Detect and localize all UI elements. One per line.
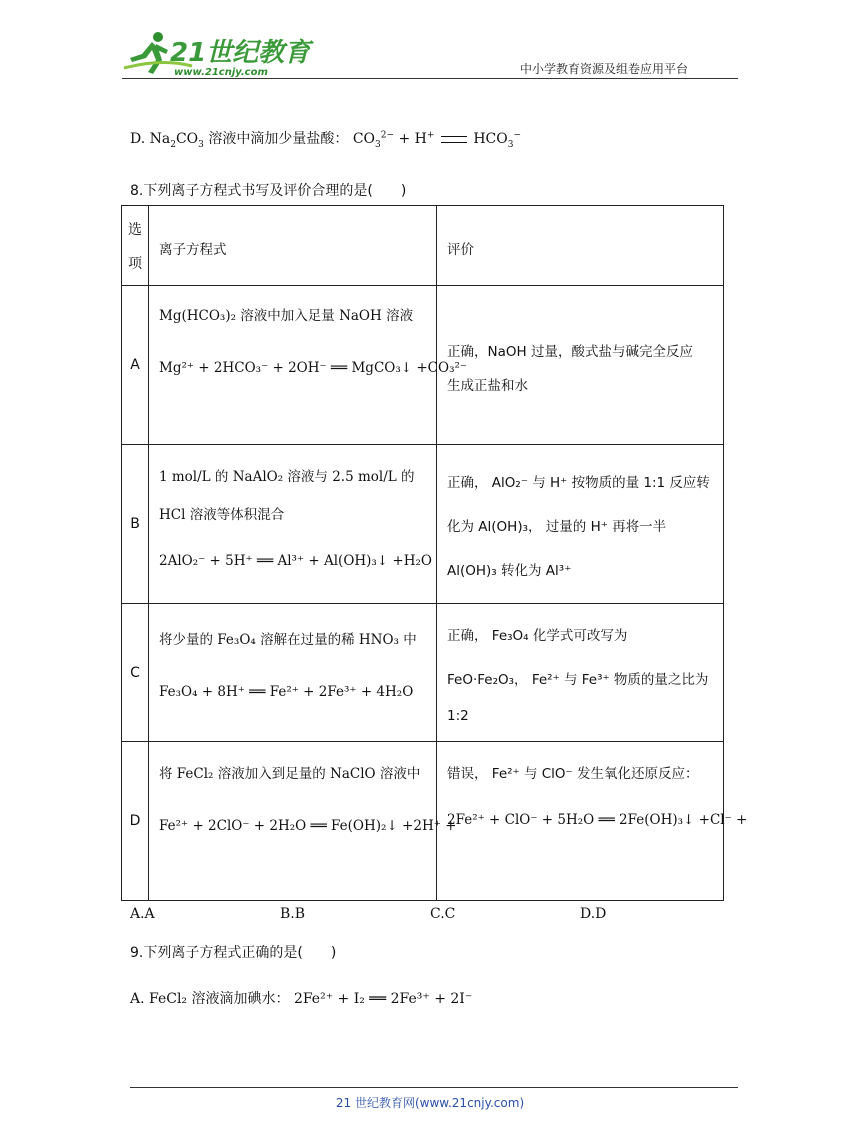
logo-url: www.21cnjy.com <box>174 67 268 78</box>
row-b-eval-3: Al(OH)₃ 转化为 Al³⁺ <box>447 563 572 579</box>
header-divider <box>122 78 738 79</box>
option-d-text: 溶液中滴加少量盐酸： <box>208 131 349 147</box>
footer-text[interactable]: 21 世纪教育网(www.21cnjy.com) <box>335 1096 525 1110</box>
question-9-option-a: A. FeCl₂ 溶液滴加碘水： 2Fe²⁺ + I₂ ══ 2Fe³⁺ + 2I⁻ <box>130 991 473 1007</box>
row-c-label: C <box>122 604 149 742</box>
option-d-prefix: D. Na <box>130 131 171 147</box>
row-c-eval-3: 1:2 <box>447 708 469 724</box>
choice-c[interactable]: C.C <box>430 906 456 922</box>
option-d-eq-left: CO <box>352 131 376 147</box>
row-b-eval-2: 化为 Al(OH)₃， 过量的 H⁺ 再将一半 <box>447 519 667 535</box>
header-evaluation: 评价 <box>447 242 474 258</box>
header-equation: 离子方程式 <box>159 242 227 258</box>
option-d-eq-right: HCO <box>473 131 508 147</box>
choice-d[interactable]: D.D <box>580 906 607 922</box>
answer-choices <box>130 906 730 926</box>
site-logo <box>122 28 311 80</box>
row-d-eval-1: 错误， Fe²⁺ 与 ClO⁻ 发生氧化还原反应： <box>447 766 699 782</box>
logo-text: 21世纪教育 <box>170 38 311 68</box>
header-option-2: 项 <box>128 255 142 272</box>
evaluation-table <box>121 205 748 901</box>
row-b-eval-1: 正确， AlO₂⁻ 与 H⁺ 按物质的量 1:1 反应转 <box>447 475 710 491</box>
header-option-1: 选 <box>128 221 142 238</box>
choice-b[interactable]: B.B <box>280 906 306 922</box>
question-8-stem: 8.下列离子方程式书写及评价合理的是( ) <box>130 183 407 199</box>
header-option <box>122 206 149 286</box>
row-a-line-1: Mg(HCO₃)₂ 溶液中加入足量 NaOH 溶液 <box>159 308 414 324</box>
row-c-eval-2: FeO·Fe₂O₃， Fe²⁺ 与 Fe³⁺ 物质的量之比为 <box>447 672 709 688</box>
row-a-eval-2: 生成正盐和水 <box>447 378 528 394</box>
row-c-line-2: Fe₃O₄ + 8H⁺ ══ Fe²⁺ + 2Fe³⁺ + 4H₂O <box>159 684 414 700</box>
row-a-line-2: Mg²⁺ + 2HCO₃⁻ + 2OH⁻ ══ MgCO₃↓ +CO₃²⁻ <box>159 360 468 376</box>
option-d-eq-mid: + H <box>398 131 427 147</box>
option-d-previous: D. $Na_2CO_3$ 溶液中滴加少量盐酸： $CO_3^{2-} + H^+$ $HCO_3^-$ <box>130 130 522 150</box>
row-a-label: A <box>122 286 149 445</box>
row-c-eval-1: 正确， Fe₃O₄ 化学式可改写为 <box>447 628 628 644</box>
row-a-eval-1: 正确，NaOH 过量，酸式盐与碱完全反应 <box>447 344 693 360</box>
choice-a[interactable]: A.A <box>130 906 155 922</box>
row-d-eval-2: 2Fe²⁺ + ClO⁻ + 5H₂O ══ 2Fe(OH)₃↓ +Cl⁻ + <box>447 812 748 828</box>
row-b-line-1: 1 mol/L 的 NaAlO₂ 溶液与 2.5 mol/L 的 <box>159 469 415 485</box>
row-d-line-1: 将 FeCl₂ 溶液加入到足量的 NaClO 溶液中 <box>159 766 421 782</box>
row-b-line-3: 2AlO₂⁻ + 5H⁺ ══ Al³⁺ + Al(OH)₃↓ +H₂O <box>159 553 432 569</box>
header-platform-name: 中小学教育资源及组卷应用平台 <box>520 62 689 76</box>
footer-divider <box>130 1087 738 1088</box>
row-d-label: D <box>122 742 149 901</box>
row-b-line-2: HCl 溶液等体积混合 <box>159 507 285 523</box>
row-b-label: B <box>122 445 149 604</box>
row-c-line-1: 将少量的 Fe₃O₄ 溶解在过量的稀 HNO₃ 中 <box>159 632 417 648</box>
question-9-stem: 9.下列离子方程式正确的是( ) <box>130 945 337 961</box>
row-d-line-2: Fe²⁺ + 2ClO⁻ + 2H₂O ══ Fe(OH)₂↓ +2H⁺ + <box>159 818 457 834</box>
